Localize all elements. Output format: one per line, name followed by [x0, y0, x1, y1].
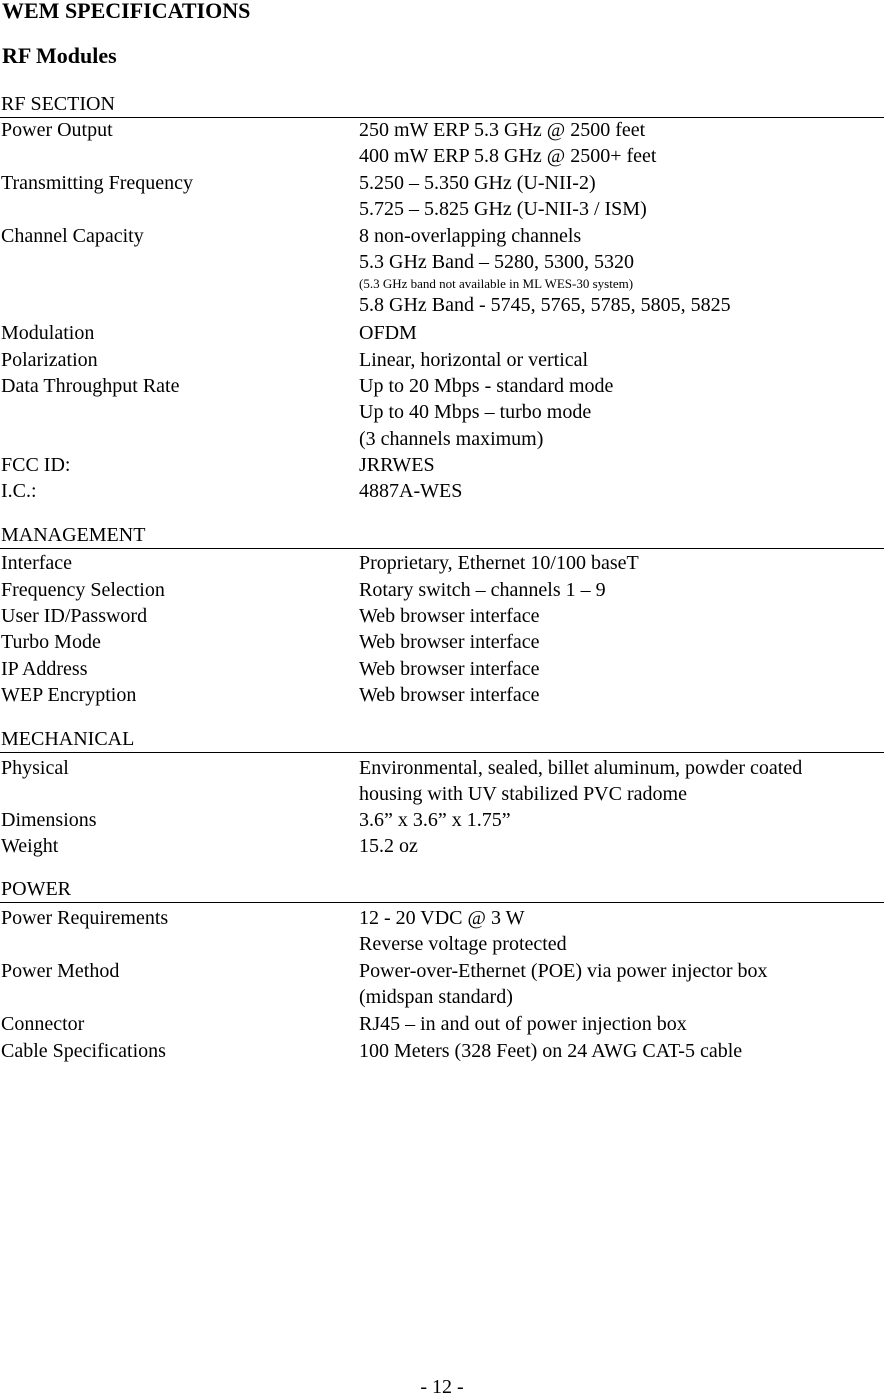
spec-value: Rotary switch – channels 1 – 9 — [359, 579, 606, 601]
mechanical-section-header-text: MECHANICAL — [1, 728, 135, 750]
spec-value: Power-over-Ethernet (POE) via power injector box — [359, 960, 768, 982]
spec-value: JRRWES — [359, 454, 435, 476]
spec-value: Web browser interface — [359, 631, 540, 653]
spec-values — [359, 603, 879, 629]
spec-label: WEP Encryption — [1, 684, 137, 706]
spec-value: 5.250 – 5.350 GHz (U-NII-2) — [359, 172, 596, 194]
spec-values — [359, 1011, 879, 1037]
spec-value: Web browser interface — [359, 658, 540, 680]
spec-values — [359, 577, 879, 603]
spec-label: Interface — [1, 552, 73, 574]
spec-values — [359, 347, 879, 373]
spec-values — [359, 656, 879, 682]
spec-values — [359, 320, 879, 346]
power-section-header-text: POWER — [1, 878, 71, 900]
spec-label: Data Throughput Rate — [1, 375, 180, 397]
spec-values — [359, 958, 879, 1011]
spec-label: Modulation — [1, 322, 95, 344]
spec-value: OFDM — [359, 322, 417, 344]
spec-label: Frequency Selection — [1, 579, 165, 601]
spec-value: (3 channels maximum) — [359, 427, 544, 450]
management-section-header-text: MANAGEMENT — [1, 524, 146, 546]
spec-value: 5.8 GHz Band - 5745, 5765, 5785, 5805, 5825 — [359, 293, 731, 316]
spec-value: (midspan standard) — [359, 986, 513, 1009]
spec-label: Cable Specifications — [1, 1040, 166, 1062]
spec-label: Weight — [1, 835, 59, 857]
spec-label: Connector — [1, 1013, 85, 1035]
spec-values — [359, 755, 879, 808]
spec-value: 3.6” x 3.6” x 1.75” — [359, 809, 511, 831]
spec-label: FCC ID: — [1, 454, 71, 476]
spec-value: Reverse voltage protected — [359, 933, 567, 956]
spec-value: 250 mW ERP 5.3 GHz @ 2500 feet — [359, 119, 646, 141]
spec-value: Proprietary, Ethernet 10/100 baseT — [359, 552, 639, 574]
spec-value: 100 Meters (328 Feet) on 24 AWG CAT-5 cable — [359, 1040, 743, 1062]
spec-value: RJ45 – in and out of power injection box — [359, 1013, 687, 1035]
spec-label: IP Address — [1, 658, 88, 680]
spec-value: 4887A-WES — [359, 480, 463, 502]
spec-footnote: (5.3 GHz band not available in ML WES-30 system) — [359, 275, 634, 291]
spec-values — [359, 682, 879, 708]
spec-value: Environmental, sealed, billet aluminum, powder coated — [359, 757, 803, 779]
spec-value: Web browser interface — [359, 605, 540, 627]
spec-values — [359, 833, 879, 859]
spec-label: Polarization — [1, 349, 98, 371]
spec-value: 8 non-overlapping channels — [359, 225, 582, 247]
spec-label: Power Output — [1, 119, 113, 141]
spec-label: Power Requirements — [1, 907, 169, 929]
spec-label: I.C.: — [1, 480, 37, 502]
spec-label: Dimensions — [1, 809, 97, 831]
spec-label: Channel Capacity — [1, 225, 144, 247]
section-title: RF Modules — [2, 43, 117, 68]
spec-values — [359, 1038, 879, 1064]
page-title: WEM SPECIFICATIONS — [2, 0, 251, 23]
spec-value: 400 mW ERP 5.8 GHz @ 2500+ feet — [359, 145, 657, 168]
spec-values — [359, 807, 879, 833]
spec-values — [359, 170, 879, 223]
management-section-header — [0, 523, 884, 549]
spec-value: housing with UV stabilized PVC radome — [359, 783, 687, 806]
spec-value: Web browser interface — [359, 684, 540, 706]
spec-value: Up to 20 Mbps - standard mode — [359, 375, 614, 397]
spec-value: 5.725 – 5.825 GHz (U-NII-3 / ISM) — [359, 198, 647, 221]
power-section-header — [0, 877, 884, 903]
spec-label: Turbo Mode — [1, 631, 101, 653]
spec-label: Physical — [1, 757, 69, 779]
spec-value: Up to 40 Mbps – turbo mode — [359, 401, 592, 424]
spec-values — [359, 629, 879, 655]
spec-label: User ID/Password — [1, 605, 148, 627]
page-number: - 12 - — [420, 1376, 464, 1398]
spec-value: 15.2 oz — [359, 835, 418, 857]
spec-label: Power Method — [1, 960, 120, 982]
spec-values — [359, 223, 879, 318]
spec-values — [359, 478, 879, 504]
spec-value: 12 - 20 VDC @ 3 W — [359, 907, 525, 929]
spec-values — [359, 550, 879, 576]
mechanical-section-header — [0, 727, 884, 753]
spec-values — [359, 117, 879, 170]
spec-value: 5.3 GHz Band – 5280, 5300, 5320 — [359, 251, 634, 274]
rf-section-header-text: RF SECTION — [1, 93, 115, 115]
spec-value: Linear, horizontal or vertical — [359, 349, 589, 371]
spec-values — [359, 373, 879, 452]
spec-values — [359, 452, 879, 478]
spec-values — [359, 905, 879, 958]
spec-label: Transmitting Frequency — [1, 172, 194, 194]
rf-section-header — [0, 92, 884, 118]
